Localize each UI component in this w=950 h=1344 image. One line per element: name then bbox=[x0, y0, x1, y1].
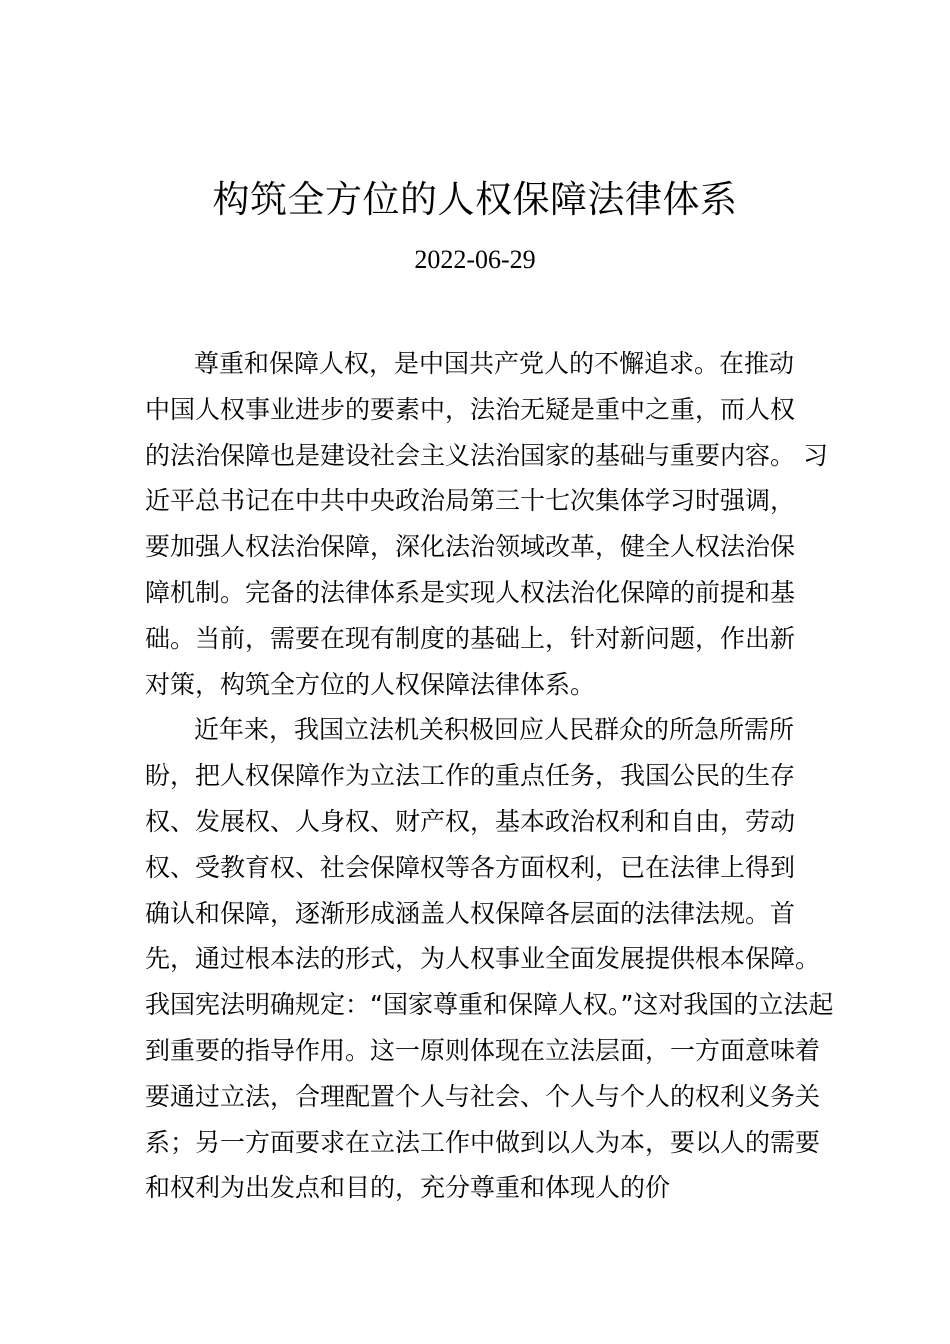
paragraph-line: 障机制。完备的法律体系是实现人权法治化保障的前提和基 bbox=[145, 577, 796, 607]
paragraph-line: 要通过立法，合理配置个人与社会、个人与个人的权利义务关 bbox=[145, 1081, 821, 1111]
paragraph-line: 先，通过根本法的形式，为人权事业全面发展提供根本保障。 bbox=[145, 944, 821, 974]
paragraph-2 bbox=[145, 707, 834, 1211]
paragraph-line: 近年来，我国立法机关积极回应人民群众的所急所需所 bbox=[194, 715, 795, 745]
paragraph-line: 尊重和保障人权，是中国共产党人的不懈追求。在推动 bbox=[194, 349, 795, 378]
paragraph-line: 要加强人权法治保障，深化法治领域改革，健全人权法治保 bbox=[145, 532, 796, 562]
document-date: 2022-06-29 bbox=[414, 245, 536, 274]
paragraph-line: 系；另一方面要求在立法工作中做到以人为本，要以人的需要 bbox=[145, 1127, 821, 1157]
paragraph-line: 确认和保障，逐渐形成涵盖人权保障各层面的法律法规。首 bbox=[145, 898, 796, 928]
paragraph-line: 盼，把人权保障作为立法工作的重点任务，我国公民的生存 bbox=[145, 761, 796, 791]
paragraph-line: 我国宪法明确规定：“国家尊重和保障人权。”这对我国的立法起 bbox=[145, 990, 834, 1020]
paragraph-1 bbox=[145, 341, 828, 707]
paragraph-line: 的法治保障也是建设社会主义法治国家的基础与重要内容。 习 bbox=[145, 440, 828, 470]
paragraph-line: 到重要的指导作用。这一原则体现在立法层面，一方面意味着 bbox=[145, 1035, 821, 1065]
paragraph-line: 权、受教育权、社会保障权等各方面权利，已在法律上得到 bbox=[145, 852, 796, 882]
paragraph-line: 近平总书记在中共中央政治局第三十七次集体学习时强调， bbox=[145, 486, 796, 516]
paragraph-line: 权、发展权、人身权、财产权，基本政治权利和自由，劳动 bbox=[145, 806, 796, 836]
paragraph-line: 对策，构筑全方位的人权保障法律体系。 bbox=[145, 669, 596, 699]
paragraph-line: 中国人权事业进步的要素中，法治无疑是重中之重，而人权 bbox=[145, 394, 796, 424]
paragraph-line: 础。当前，需要在现有制度的基础上，针对新问题，作出新 bbox=[145, 623, 796, 653]
document-title: 构筑全方位的人权保障法律体系 bbox=[212, 178, 738, 221]
document-body bbox=[145, 341, 834, 1211]
paragraph-line: 和权利为出发点和目的，充分尊重和体现人的价 bbox=[145, 1173, 671, 1203]
